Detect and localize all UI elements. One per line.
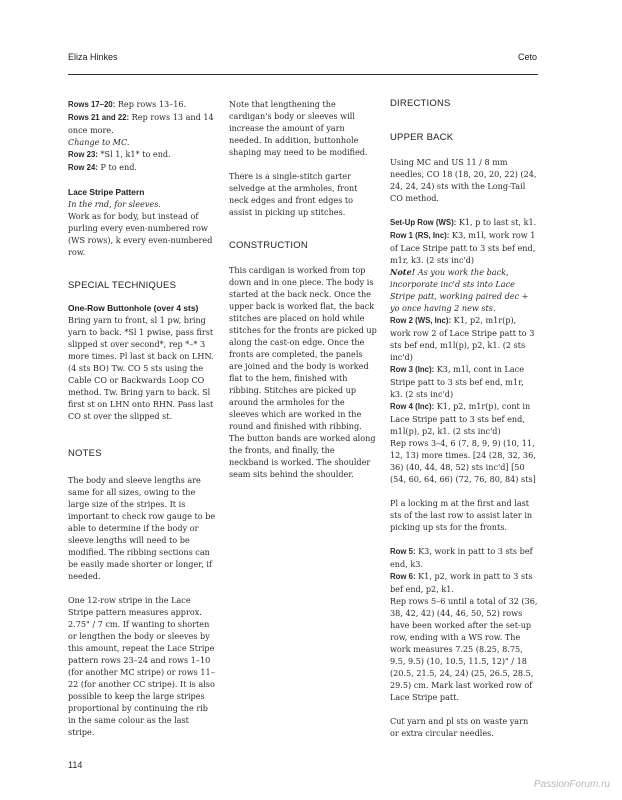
row-label: Row 23:: [68, 150, 98, 159]
cut-yarn-instructions: Cut yarn and pl sts on waste yarn or extra circular needles.: [390, 716, 529, 738]
column-right: [390, 98, 538, 739]
row-label: Row 2 (WS, Inc):: [390, 316, 452, 325]
note-text: As you work the back, incorporate inc'd sts into Lace Stripe patt, working paired dec + yo once having 2 new sts.: [390, 267, 529, 313]
marker-instructions: Pl a locking m at the first and last sts of the last row to assist later in picking up sts for the fronts.: [390, 498, 533, 532]
set-up-row: [390, 216, 538, 229]
upper-back-heading: UPPER BACK: [390, 132, 454, 143]
row-label: Rows 21 and 22:: [68, 113, 130, 122]
buttonhole-title: One-Row Buttonhole (over 4 sts): [68, 303, 199, 313]
row-1: [390, 229, 538, 266]
header-rule: [68, 74, 538, 75]
row-label: Row 24:: [68, 163, 98, 172]
cast-on-instructions: Using MC and US 11 / 8 mm needles, CO 18 (18, 20, 20, 22) (24, 24, 24, 24) sts with the Long-Tail CO method.: [390, 157, 537, 203]
author-name: Eliza Hinkes: [68, 52, 118, 62]
lace-stripe-title: Lace Stripe Pattern: [68, 187, 145, 197]
row-24: [68, 161, 216, 174]
watermark: PassionForum.ru: [533, 779, 610, 790]
row-text: Rep rows 13–16.: [115, 99, 187, 109]
row-text: P to end.: [97, 162, 137, 172]
lengthening-note: Note that lengthening the cardigan's body or sleeves will increase the amount of yarn needed. In addition, buttonhole shaping may need to be modified.: [229, 99, 368, 157]
row-label: Set-Up Row (WS):: [390, 218, 457, 227]
repeat-rows-5-6: Rep rows 5–6 until a total of 32 (36, 38, 42, 42) (44, 46, 50, 52) rows have been worked after the set-up row, ending with a WS row. The work measures 7.25 (8.25, 8.75, 9.5, 9.5) (10, 10.5, 11.5, 12)" / 18 (20.5, 21.5, 24, 24) (25, 26.5, 28.5, 29.5) cm. Mark last worked row of Lace Stripe patt.: [390, 596, 538, 702]
pattern-name: Ceto: [517, 52, 537, 62]
special-techniques-heading: SPECIAL TECHNIQUES: [68, 280, 177, 291]
row-label: Rows 17–20:: [68, 100, 116, 109]
repeat-instructions: Rep rows 3–4, 6 (7, 8, 9, 9) (10, 11, 12, 13) more times. [24 (28, 32, 36, 36) (40, 44, 48, 52) sts inc'd] [50 (54, 60, 64, 66) (72, 76, 80, 84) sts]: [390, 438, 536, 484]
row-text: K1, p2, work in patt to 3 sts bef end, p2, k1.: [390, 571, 533, 594]
notes-heading: NOTES: [68, 448, 102, 459]
construction-heading: CONSTRUCTION: [229, 240, 308, 251]
rows-21-22: [68, 111, 216, 136]
column-middle: [229, 98, 377, 480]
row-text: K1, p to last st, k1.: [456, 217, 537, 227]
row-6: [390, 570, 538, 595]
notes-paragraph: The body and sleeve lengths are same for all sizes, owing to the large size of the stripes. It is important to check row gauge to be able to determine if the body or sleeve lengths will need to be modified. The ribbing sections can be easily made shorter or longer, if needed.: [68, 475, 216, 581]
row-text: K3, work in patt to 3 sts bef end, k3.: [390, 546, 533, 569]
note: [390, 266, 538, 314]
construction-text: This cardigan is worked from top down and in one piece. The body is started at the back neck. Once the upper back is worked flat, the back stitches are placed on hold while stitches for the fronts are picked up along the cast-on edge. Once the fronts are completed, the panels are joined and the body is worked flat to the hem, finished with ribbing. Stitches are picked up around the armholes for the sleeves which are worked in the round and finished with ribbing. The button bands are worked along the fronts, and finally, the neckband is worked. The shoulder seam sits behind the shoulder.: [229, 265, 377, 479]
buttonhole-text: Bring yarn to front, sl 1 pw, bring yarn to back. *Sl 1 pwise, pass first slipped st over second*, rep *–* 3 more times. Pl last st back on LHN. (4 sts BO) Tw. CO 5 sts using the Cable CO or Backwards Loop CO method. Tw. Bring yarn to back. Sl first st on LHN onto RHN. Pass last CO st over the slipped st.: [68, 315, 214, 421]
change-colour-note: Change to MC.: [68, 137, 130, 147]
note-label: Note!: [390, 267, 416, 277]
rows-17-20: [68, 98, 216, 111]
row-text: K3, m1l, work row 1 of Lace Stripe patt to 3 sts bef end, m1r, k3. (2 sts inc'd): [390, 230, 536, 265]
row-text: Rep rows 13 and 14 once more.: [68, 112, 214, 135]
row-label: Row 6:: [390, 572, 416, 581]
row-text: *Sl 1, k1* to end.: [97, 149, 171, 159]
row-5: [390, 545, 538, 570]
selvedge-note: There is a single-stitch garter selvedge at the armholes, front neck edges and front edges to assist in picking up stitches.: [229, 171, 358, 217]
row-text: K1, p2, m1r(p), work row 2 of Lace Stripe patt to 3 sts bef end, m1l(p), p2, k1. (2 sts inc'd): [390, 315, 535, 362]
row-label: Row 5:: [390, 547, 416, 556]
lace-stripe-subtitle: In the rnd, for sleeves.: [68, 199, 161, 209]
row-text: K3, m1l, cont in Lace Stripe patt to 3 sts bef end, m1r, k3. (2 sts inc'd): [390, 364, 525, 399]
row-3: [390, 363, 538, 400]
page-number: 114: [68, 760, 83, 770]
row-label: Row 4 (Inc):: [390, 402, 435, 411]
lace-stripe-text: Work as for body, but instead of purling every even-numbered row (WS rows), k every even-numbered row.: [68, 211, 213, 257]
notes-paragraph: One 12-row stripe in the Lace Stripe pattern measures approx. 2.75" / 7 cm. If wanting to shorten or lengthen the body or sleeves by this amount, repeat the Lace Stripe pattern rows 23–24 and rows 1–10 (for another MC stripe) or rows 11–22 (for another CC stripe). It is also possible to keep the large stripes proportional by continuing the rib in the same colour as the last stripe.: [68, 595, 215, 737]
directions-heading: DIRECTIONS: [390, 98, 451, 109]
row-label: Row 3 (Inc):: [390, 365, 435, 374]
column-left: [68, 98, 216, 738]
row-4: [390, 400, 538, 437]
row-label: Row 1 (RS, Inc):: [390, 231, 450, 240]
row-23: [68, 148, 216, 161]
row-text: K1, p2, m1r(p), cont in Lace Stripe patt to 3 sts bef end, m1l(p), p2, k1. (2 sts inc'd): [390, 401, 531, 436]
row-2: [390, 314, 538, 363]
